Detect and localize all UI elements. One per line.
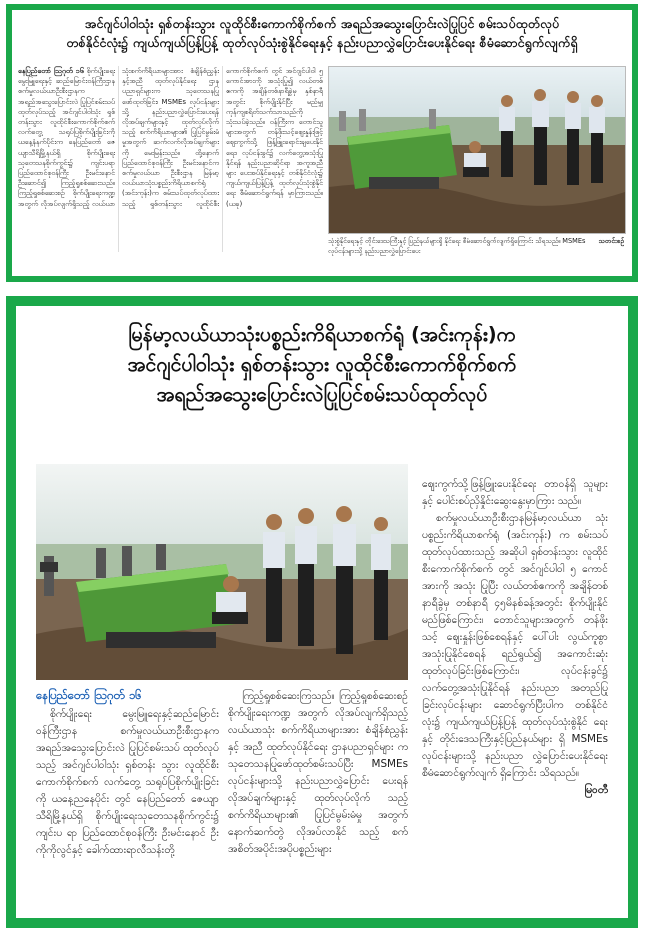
clipping-bottom-headline bbox=[16, 306, 628, 410]
headline2-line-3: အရည်အသွေးပြောင်းလဲပြုပြင်စမ်းသပ်ထုတ်လုပ် bbox=[156, 383, 488, 406]
article-column-2 bbox=[228, 688, 408, 916]
article-column-1 bbox=[36, 706, 219, 916]
news-clipping-bottom bbox=[6, 296, 638, 928]
column-3-text-b bbox=[422, 510, 608, 796]
clipping-bottom-credit: မြဝတီ bbox=[584, 784, 608, 796]
field-photo-illustration-2 bbox=[36, 464, 408, 680]
clipping-top-body bbox=[18, 66, 323, 252]
field-demo-photo-bottom bbox=[36, 464, 408, 680]
photo-caption-top bbox=[328, 236, 624, 256]
clipping-top-credit: သတင်းစဉ် bbox=[598, 237, 624, 245]
clipping-top-dateline: နေပြည်တော် ဩဂုတ် ၁၆ bbox=[18, 67, 84, 75]
article-column-3 bbox=[422, 476, 608, 916]
column-3-text-a: ဈေးကွက်သို့ဖြန့်ဖြူးပေးနိုင်ရေး တာဝန်ရှိ သူများနှင့် ပေါင်းစပ်ညှိနှိုင်းဆွေးနွေးမှာကြား သည်။ bbox=[422, 478, 608, 507]
field-photo-illustration bbox=[329, 67, 625, 233]
news-clipping-top bbox=[6, 4, 638, 282]
clipping-bottom-dateline: နေပြည်တော် ဩဂုတ် ၁၆ bbox=[36, 688, 142, 702]
field-demo-photo-top bbox=[328, 66, 626, 234]
headline-line-2: တစ်နိုင်ငံလုံး၌ ကျယ်ကျယ်ပြန့်ပြန့် ထုတ်လုပ်သုံးစွဲနိုင်ရေးနှင့် နည်းပညာလွှဲပြောင်းပေးနိုင်ရေး စီမံဆောင်ရွက်လျက်ရှိ bbox=[66, 35, 578, 50]
clipping-bottom-panel bbox=[16, 306, 628, 918]
headline2-line-1: မြန်မာ့လယ်ယာသုံးပစ္စည်းကိရိယာစက်ရုံ (အင်းကုန်း)က bbox=[128, 323, 516, 346]
clipping-top-panel bbox=[12, 10, 632, 276]
column-1-text: စိုက်ပျိုးရေး မွေးမြူရေးနှင့်ဆည်မြောင်း ဝန်ကြီးဌာန စက်မှုလယ်ယာဦးစီးဌာနက အရည်အသွေးပြောင်းလဲ ပြုပြင်စမ်းသပ် ထုတ်လုပ်သည့် အင်ဂျင်ပါဝါသုံး ရှစ်တန်း သွား လူထိုင်စီးကောက်စိုက်စက် လက်တွေ့ သရုပ်ပြစိုက်ပျိုးခြင်းကို ယနေ့ညနေပိုင်း တွင် နေပြည်တော် ဇေယျာသီရိမြို့နယ်ရှိ စိုက်ပျိုးရေးသုတေသနစိုက်ကွင်း၌ ကျင်းပ ရာ ပြည်ထောင်စုဝန်ကြီး ဦးမင်းနောင် ဦးကိုကိုလွင်နှင့် ခေါက်ထားရာလီသန်းတို့ bbox=[36, 708, 219, 856]
clipping-top-body-text: စိုက်ပျိုးရေး မွေးမြူရေးနှင့် ဆည်မြောင်းဝန်ကြီးဌာန စက်မှုလယ်ယာဦးစီးဌာနက အရည်အသွေးပြောင်းလဲ ပြုပြင်စမ်းသပ် ထုတ်လုပ်သည့် အင်ဂျင်ပါဝါသုံး ရှစ်တန်းသွား လူထိုင်စီးကောက်စိုက်စက် လက်တွေ့ သရုပ်ပြစိုက်ပျိုးခြင်းကို ယနေ့နံနက်ပိုင်းက နေပြည်တော် ဇေယျာသီရိမြို့နယ်ရှိ စိုက်ပျိုးရေးသုတေသနစိုက်ကွင်း၌ ကျင်းပရာ ပြည်ထောင်စုဝန်ကြီး ဦးမင်းနောင် ဦးဆောင်၍ ကြည့်ရှုစစ်ဆေးသည်။ ကြည့်ရှုစစ်ဆေးစဉ် စိုက်ပျိုးရေးကဏ္ဍအတွက် လိုအပ်လျက်ရှိသည့် လယ်ယာသုံးစက်ကိရိယာများအား စံချိန်စံညွှန်းနှင့်အညီ ထုတ်လုပ်နိုင်ရေး ဌာနပညာရှင်များက သုတေသနပြုဖော်ထုတ်ခြင်း၊ MSMEs လုပ်ငန်းများသို့ နည်းပညာလွှဲပြောင်းပေးရန် လိုအပ်ချက်များနှင့် ထုတ်လုပ်လိုက်သည့် စက်ကိရိယာများ၏ ပြုပြင်မွမ်းမံမှုအတွက် ဆက်လက်လိုအပ်ချက်များကို မေးမြန်းသည်။ ထို့နောက် ပြည်ထောင်စုဝန်ကြီး ဦးမင်းနောင်က စက်မှုလယ်ယာ ဦးစီးဌာန မြန်မာ့လယ်ယာသုံးပစ္စည်းကိရိယာစက်ရုံ (အင်းကုန်း)က စမ်းသပ်ထုတ်လုပ်ထားသည့် ရှစ်တန်းသွား လူထိုင်စီးကောက်စိုက်စက် တွင် အင်ဂျင်ပါဝါ ၅ ကောင်အားကို အသုံးပြု၍ လယ်တစ်ဧကကို အချိန်တစ်နာရီခွဲမှ နှစ်နာရီအတွင်း စိုက်ပျိုးနိုင်ပြီး မည်မျှ ကုန်ကျစရိတ်သက်သာသည်ကို သုံးသပ်ခဲ့သည်။ ဝန်ကြီးက တောင်သူများအတွက် တန်ဖိုးသင့်ဈေးနှုန်းဖြင့် ဈေးကွက်သို့ ဖြန့်ဖြူးရောင်းချပေးနိုင်ရေး၊ လုပ်ငန်းခွင်၌ လက်တွေ့အသုံးပြုနိုင်ရန် နည်းပညာဆိုင်ရာ အကူအညီများ ပေးအပ်နိုင်ရေးနှင့် တစ်နိုင်ငံလုံး၌ ကျယ်ကျယ်ပြန့်ပြန့် ထုတ်လုပ်သုံးစွဲနိုင်ရေး စီမံဆောင်ရွက်ရန် မှာကြားသည်။ (ယခု) bbox=[18, 67, 323, 208]
caption-text: သုံးစွဲနိုင်ရေးနှင့် တိုင်းဒေသကြီးနှင့် ပြည်နယ်များရှိ နိုင်ရေး စီမံဆောင်ရွက်လျက်ရှိကြောင်း သိရသည်။ MSMEs လုပ်ငန်းများသို့ နည်းပညာလွှဲပြောင်းပေး bbox=[328, 237, 586, 255]
column-3-body: စက်မှုလယ်ယာဦးစီးဌာနမြန်မာ့လယ်ယာ သုံးပစ္စည်းကိရိယာစက်ရုံ (အင်းကုန်း) က စမ်းသပ်ထုတ်လုပ်ထားသည့် အဆိုပါ ရှစ်တန်းသွား လူထိုင်စီးကောက်စိုက်စက် တွင် အင်ဂျင်ပါဝါ ၅ ကောင်အားကို အသုံး ပြုပြီး လယ်တစ်ဧကကို အချိန်တစ်နာရီခွဲမှ တစ်နာရီ ၄၅မိနစ်ခန့်အတွင်း စိုက်ပျိုးနိုင် မည်ဖြစ်ကြောင်း၊ တောင်သူများအတွက် တန်ဖိုးသင့် ဈေးနှုန်းဖြစ်စေရန်နှင့် ပေါ်ပါး လွယ်ကူစွာအသုံးပြုနိုင်စေရန် ရည်ရွယ်၍ အကောင်းဆုံး ထုတ်လုပ်ခြင်းဖြစ်ကြောင်း၊ လုပ်ငန်းခွင်၌ လက်တွေ့အသုံးပြုနိုင်ရန် နည်းပညာ အတည်ပြုခြင်းလုပ်ငန်းများ ဆောင်ရွက်ပြီးပါက တစ်နိုင်ငံလုံး၌ ကျယ်ကျယ်ပြန့်ပြန့် ထုတ်လုပ်သုံးစွဲနိုင် ရေးနှင့် တိုင်းဒေသကြီးနှင့်ပြည်နယ်များ ရှိ MSMEs လုပ်ငန်းများသို့ နည်းပညာ လွှဲပြောင်းပေးနိုင်ရေး စီမံဆောင်ရွက်လျက် ရှိကြောင်း သိရသည်။ bbox=[422, 512, 608, 779]
column-2-text: ကြည့်ရှုစစ်ဆေးကြသည်။ ကြည့်ရှုစစ်ဆေးစဉ် စိုက်ပျိုးရေးကဏ္ဍ အတွက် လိုအပ်လျက်ရှိသည့် လယ်ယာသုံး စက်ကိရိယာများအား စံချိန်စံညွှန်းနှင့် အညီ ထုတ်လုပ်နိုင်ရေး ဌာနပညာရှင်များ က သုတေသနပြုဖော်ထုတ်စမ်းသပ်ပြီး MSMEs လုပ်ငန်းများသို့ နည်းပညာလွှဲပြောင်း ပေးရန် လိုအပ်ချက်များနှင့် ထုတ်လုပ်လိုက် သည့် စက်ကိရိယာများ၏ ပြုပြင်မွမ်းမံမှု အတွက် နောက်ဆက်တွဲ လိုအပ်လာနိုင် သည့် စက်အစိတ်အပိုင်းအပိုပစ္စည်းများ bbox=[228, 690, 408, 855]
headline2-line-2: အင်ဂျင်ပါဝါသုံး ရှစ်တန်းသွား လူထိုင်စီးကောက်စိုက်စက် bbox=[127, 353, 517, 376]
headline-line-1: အင်ဂျင်ပါဝါသုံး ရှစ်တန်းသွား လူထိုင်စီးကောက်စိုက်စက် အရည်အသွေးပြောင်းလဲပြုပြင် စမ်းသပ်ထုတ်လုပ် bbox=[84, 16, 560, 31]
clipping-top-headline bbox=[12, 10, 632, 54]
